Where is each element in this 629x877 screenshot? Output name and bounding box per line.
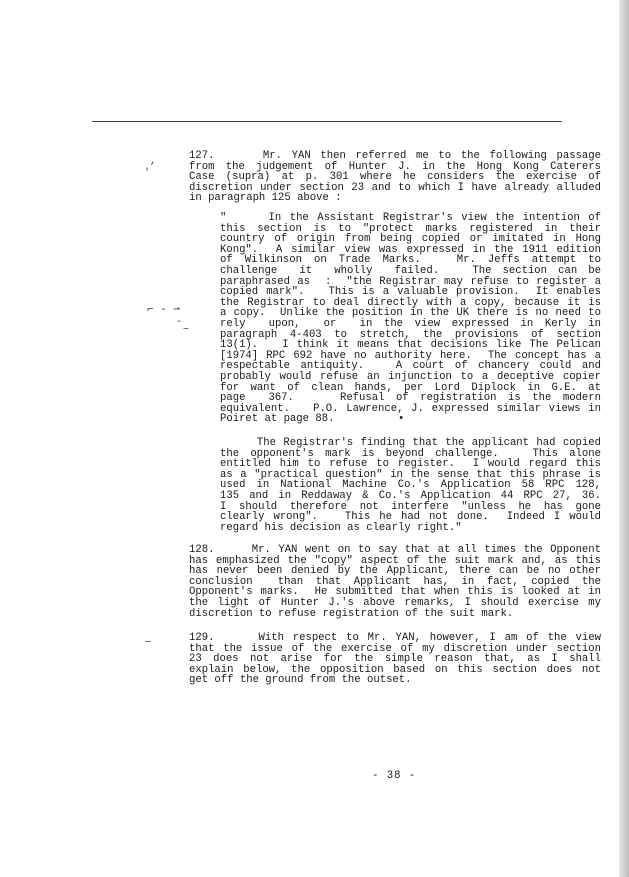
margin-dash-mark: — (145, 637, 152, 648)
quote-line: country of origin from being copied or imitated in Hong (220, 233, 601, 246)
text-line: that the issue of the exercise of my discretion under section (189, 642, 601, 655)
paragraph-128 (189, 545, 601, 619)
margin-arrow-mark: ⌐ ‑ ⇀ (147, 304, 181, 316)
quote-line: clearly wrong". This he had not done. Indeed I would (220, 511, 601, 524)
paragraph-129 (189, 633, 601, 686)
text-line: conclusion than that Applicant has, in fact, copied the (189, 575, 601, 588)
quote-line: entitled him to refuse to register. I would regard this (220, 458, 601, 471)
quote-line: [1974] RPC 692 have no authority here. The concept has a (220, 349, 601, 362)
quote-line: page 367. Refusal of registration is the modern (220, 392, 601, 405)
text-line: 128. Mr. YAN went on to say that at all times the Opponent (189, 544, 601, 556)
quote-line: I should therefore not interfere "unless he has gone (220, 500, 601, 513)
paragraph-127 (189, 151, 601, 204)
margin-mark: ~ (183, 325, 190, 336)
quote-line: 135 and in Reddaway & Co.'s Application 44 RPC 27, 36. (220, 489, 601, 502)
page-number: - 38 - (372, 770, 417, 782)
scan-artifact-line (92, 121, 562, 122)
quote-line: of Wilkinson on Trade Marks. Mr. Jeffs attempt to (220, 254, 601, 267)
text-line: the light of Hunter J.'s above remarks, I should exercise my (189, 596, 601, 609)
quote-line: Poiret at page 88. • (220, 413, 405, 426)
quote-line: paraphrased as : "the Registrar may refuse to register a (220, 275, 601, 288)
quotation-part-1 (220, 213, 601, 425)
quote-line: The Registrar's finding that the applicant had copied (220, 437, 601, 449)
quote-line: a copy. Unlike the position in the UK there is no need to (220, 307, 601, 320)
text-line: Opponent's marks. He submitted that when this is looked at in (189, 586, 601, 599)
margin-mark: , (150, 156, 157, 167)
quote-line: regard his decision as clearly right." (220, 521, 462, 534)
quote-line: Kong". A similar view was expressed in the 1911 edition (220, 243, 601, 256)
text-line: 127. Mr. YAN then referred me to the following passage (189, 150, 601, 162)
scan-edge-shadow (619, 0, 629, 877)
text-line: explain below, the opposition based on this section does not (189, 663, 601, 676)
margin-mark: - (176, 317, 183, 328)
text-line: get off the ground from the outset. (189, 674, 412, 687)
text-line: from the judgement of Hunter J. in the Hong Kong Caterers (189, 160, 601, 173)
quote-line: this section is to "protect marks registered in their (220, 222, 601, 235)
quote-line: challenge it wholly failed. The section can be (220, 264, 601, 277)
text-line: has never been denied by the Applicant, there can be no other (189, 565, 601, 578)
quotation-part-2 (220, 438, 601, 533)
quote-line: " In the Assistant Registrar's view the intention of (220, 212, 601, 224)
text-line: discretion to refuse registration of the suit mark. (189, 607, 514, 620)
text-line: in paragraph 125 above : (189, 192, 342, 205)
quote-line: 13(1). I think it means that decisions like The Pelican (220, 339, 601, 352)
quote-line: used in National Machine Co.'s Application 58 RPC 128, (220, 479, 601, 492)
quote-line: as a "practical question" in the sense that this phrase is (220, 468, 601, 481)
quote-line: copied mark". This is a valuable provision. It enables (220, 286, 601, 299)
margin-mark: ' (144, 168, 151, 179)
quote-line: rely upon, or in the view expressed in Kerly in (220, 317, 601, 330)
text-line: 129. With respect to Mr. YAN, however, I am of the view (189, 632, 601, 644)
quote-line: the opponent's mark is beyond challenge. This alone (220, 447, 601, 460)
quote-line: equivalent. P.O. Lawrence, J. expressed similar views in (220, 402, 601, 415)
text-line: has emphasized the "copy" aspect of the suit mark and, as this (189, 554, 601, 567)
quote-line: paragraph 4-403 to stretch, the provisions of section (220, 328, 601, 341)
quote-line: the Registrar to deal directly with a copy, because it is (220, 296, 601, 309)
quote-line: respectable antiquity. A court of chancery could and (220, 360, 601, 373)
text-line: Case (supra) at p. 301 where he considers the exercise of (189, 171, 601, 184)
text-line: 23 does not arise for the simple reason that, as I shall (189, 653, 601, 666)
quote-line: for want of clean hands, per Lord Diplock in G.E. at (220, 381, 601, 394)
quote-line: probably would refuse an injunction to a deceptive copier (220, 370, 601, 383)
text-line: discretion under section 23 and to which I have already alluded (189, 181, 601, 194)
